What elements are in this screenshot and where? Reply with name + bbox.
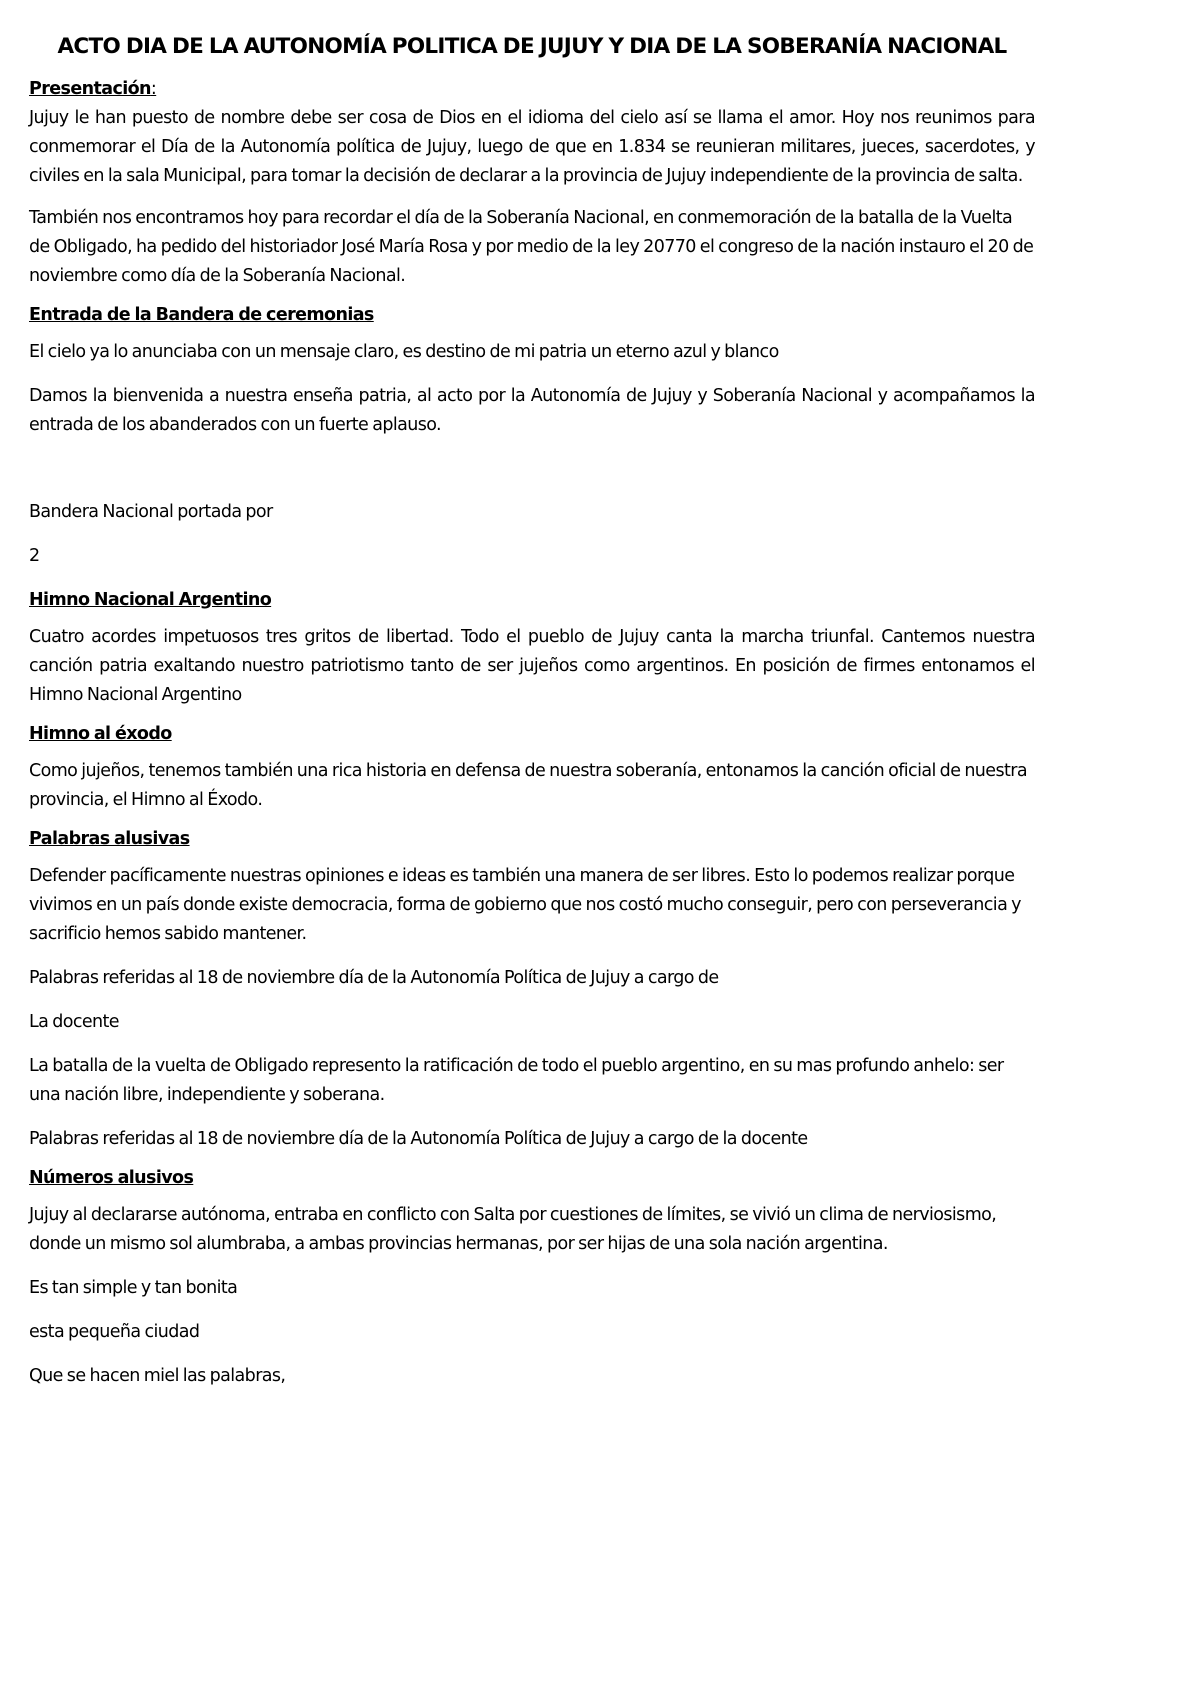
paragraph: Defender pacíficamente nuestras opiniones e ideas es también una manera de ser libres. Esto lo podemos realizar porque vivimos en un país donde existe democracia, forma de gobierno que nos costó mucho conseguir, pero con perseverancia y sacrificio hemos sabido mantener. [29,866,1021,944]
paragraph: Palabras referidas al 18 de noviembre día de la Autonomía Política de Jujuy a cargo de la docente [29,1129,808,1149]
document-page [29,28,1035,1406]
paragraph: Como jujeños, tenemos también una rica historia en defensa de nuestra soberanía, entonamos la canción oficial de nuestra provincia, el Himno al Éxodo. [29,761,1027,810]
heading-presentacion-text: Presentación [29,79,151,99]
blank-space [29,455,1035,498]
heading-numeros-alusivos: Números alusivos [29,1168,194,1188]
heading-palabras-alusivas: Palabras alusivas [29,829,190,849]
paragraph: esta pequeña ciudad [29,1322,200,1342]
paragraph: Que se hacen miel las palabras, [29,1366,286,1386]
paragraph: Palabras referidas al 18 de noviembre día de la Autonomía Política de Jujuy a cargo de [29,968,719,988]
paragraph: Jujuy le han puesto de nombre debe ser cosa de Dios en el idioma del cielo así se llama el amor. Hoy nos reunimos para conmemorar el Día de la Autonomía política de Jujuy, luego de que en 1.834 se reunieran militares, jueces, sacerdotes, y civiles en la sala Municipal, para tomar la decisión de declarar a la provincia de Jujuy independiente de la provincia de salta. [29,108,1035,186]
paragraph: 2 [29,546,40,566]
paragraph: El cielo ya lo anunciaba con un mensaje claro, es destino de mi patria un eterno azul y blanco [29,342,779,362]
heading-himno-exodo: Himno al éxodo [29,724,172,744]
paragraph: Es tan simple y tan bonita [29,1278,238,1298]
paragraph: Bandera Nacional portada por [29,502,273,522]
paragraph: Damos la bienvenida a nuestra enseña patria, al acto por la Autonomía de Jujuy y Soberanía Nacional y acompañamos la entrada de los abanderados con un fuerte aplauso. [29,386,1035,435]
heading-presentacion [29,75,1035,104]
heading-himno-nacional: Himno Nacional Argentino [29,590,272,610]
paragraph: Jujuy al declararse autónoma, entraba en conflicto con Salta por cuestiones de límites, se vivió un clima de nerviosismo, donde un mismo sol alumbraba, a ambas provincias hermanas, por ser hijas de una sola nación argentina. [29,1205,997,1254]
paragraph: La docente [29,1012,119,1032]
paragraph: También nos encontramos hoy para recordar el día de la Soberanía Nacional, en conmemoración de la batalla de la Vuelta de Obligado, ha pedido del historiador José María Rosa y por medio de la ley 20770 el congreso de la nación instauro el 20 de noviembre como día de la Soberanía Nacional. [29,208,1034,286]
paragraph: La batalla de la vuelta de Obligado represento la ratificación de todo el pueblo argentino, en su mas profundo anhelo: ser una nación libre, independiente y soberana. [29,1056,1004,1105]
heading-entrada-bandera: Entrada de la Bandera de ceremonias [29,305,374,325]
heading-colon: : [150,79,157,99]
document-title: ACTO DIA DE LA AUTONOMÍA POLITICA DE JUJUY Y DIA DE LA SOBERANÍA NACIONAL [57,34,1007,59]
paragraph: Cuatro acordes impetuosos tres gritos de libertad. Todo el pueblo de Jujuy canta la marcha triunfal. Cantemos nuestra canción patria exaltando nuestro patriotismo tanto de ser jujeños como argentinos. En posición de firmes entonamos el Himno Nacional Argentino [29,627,1035,705]
